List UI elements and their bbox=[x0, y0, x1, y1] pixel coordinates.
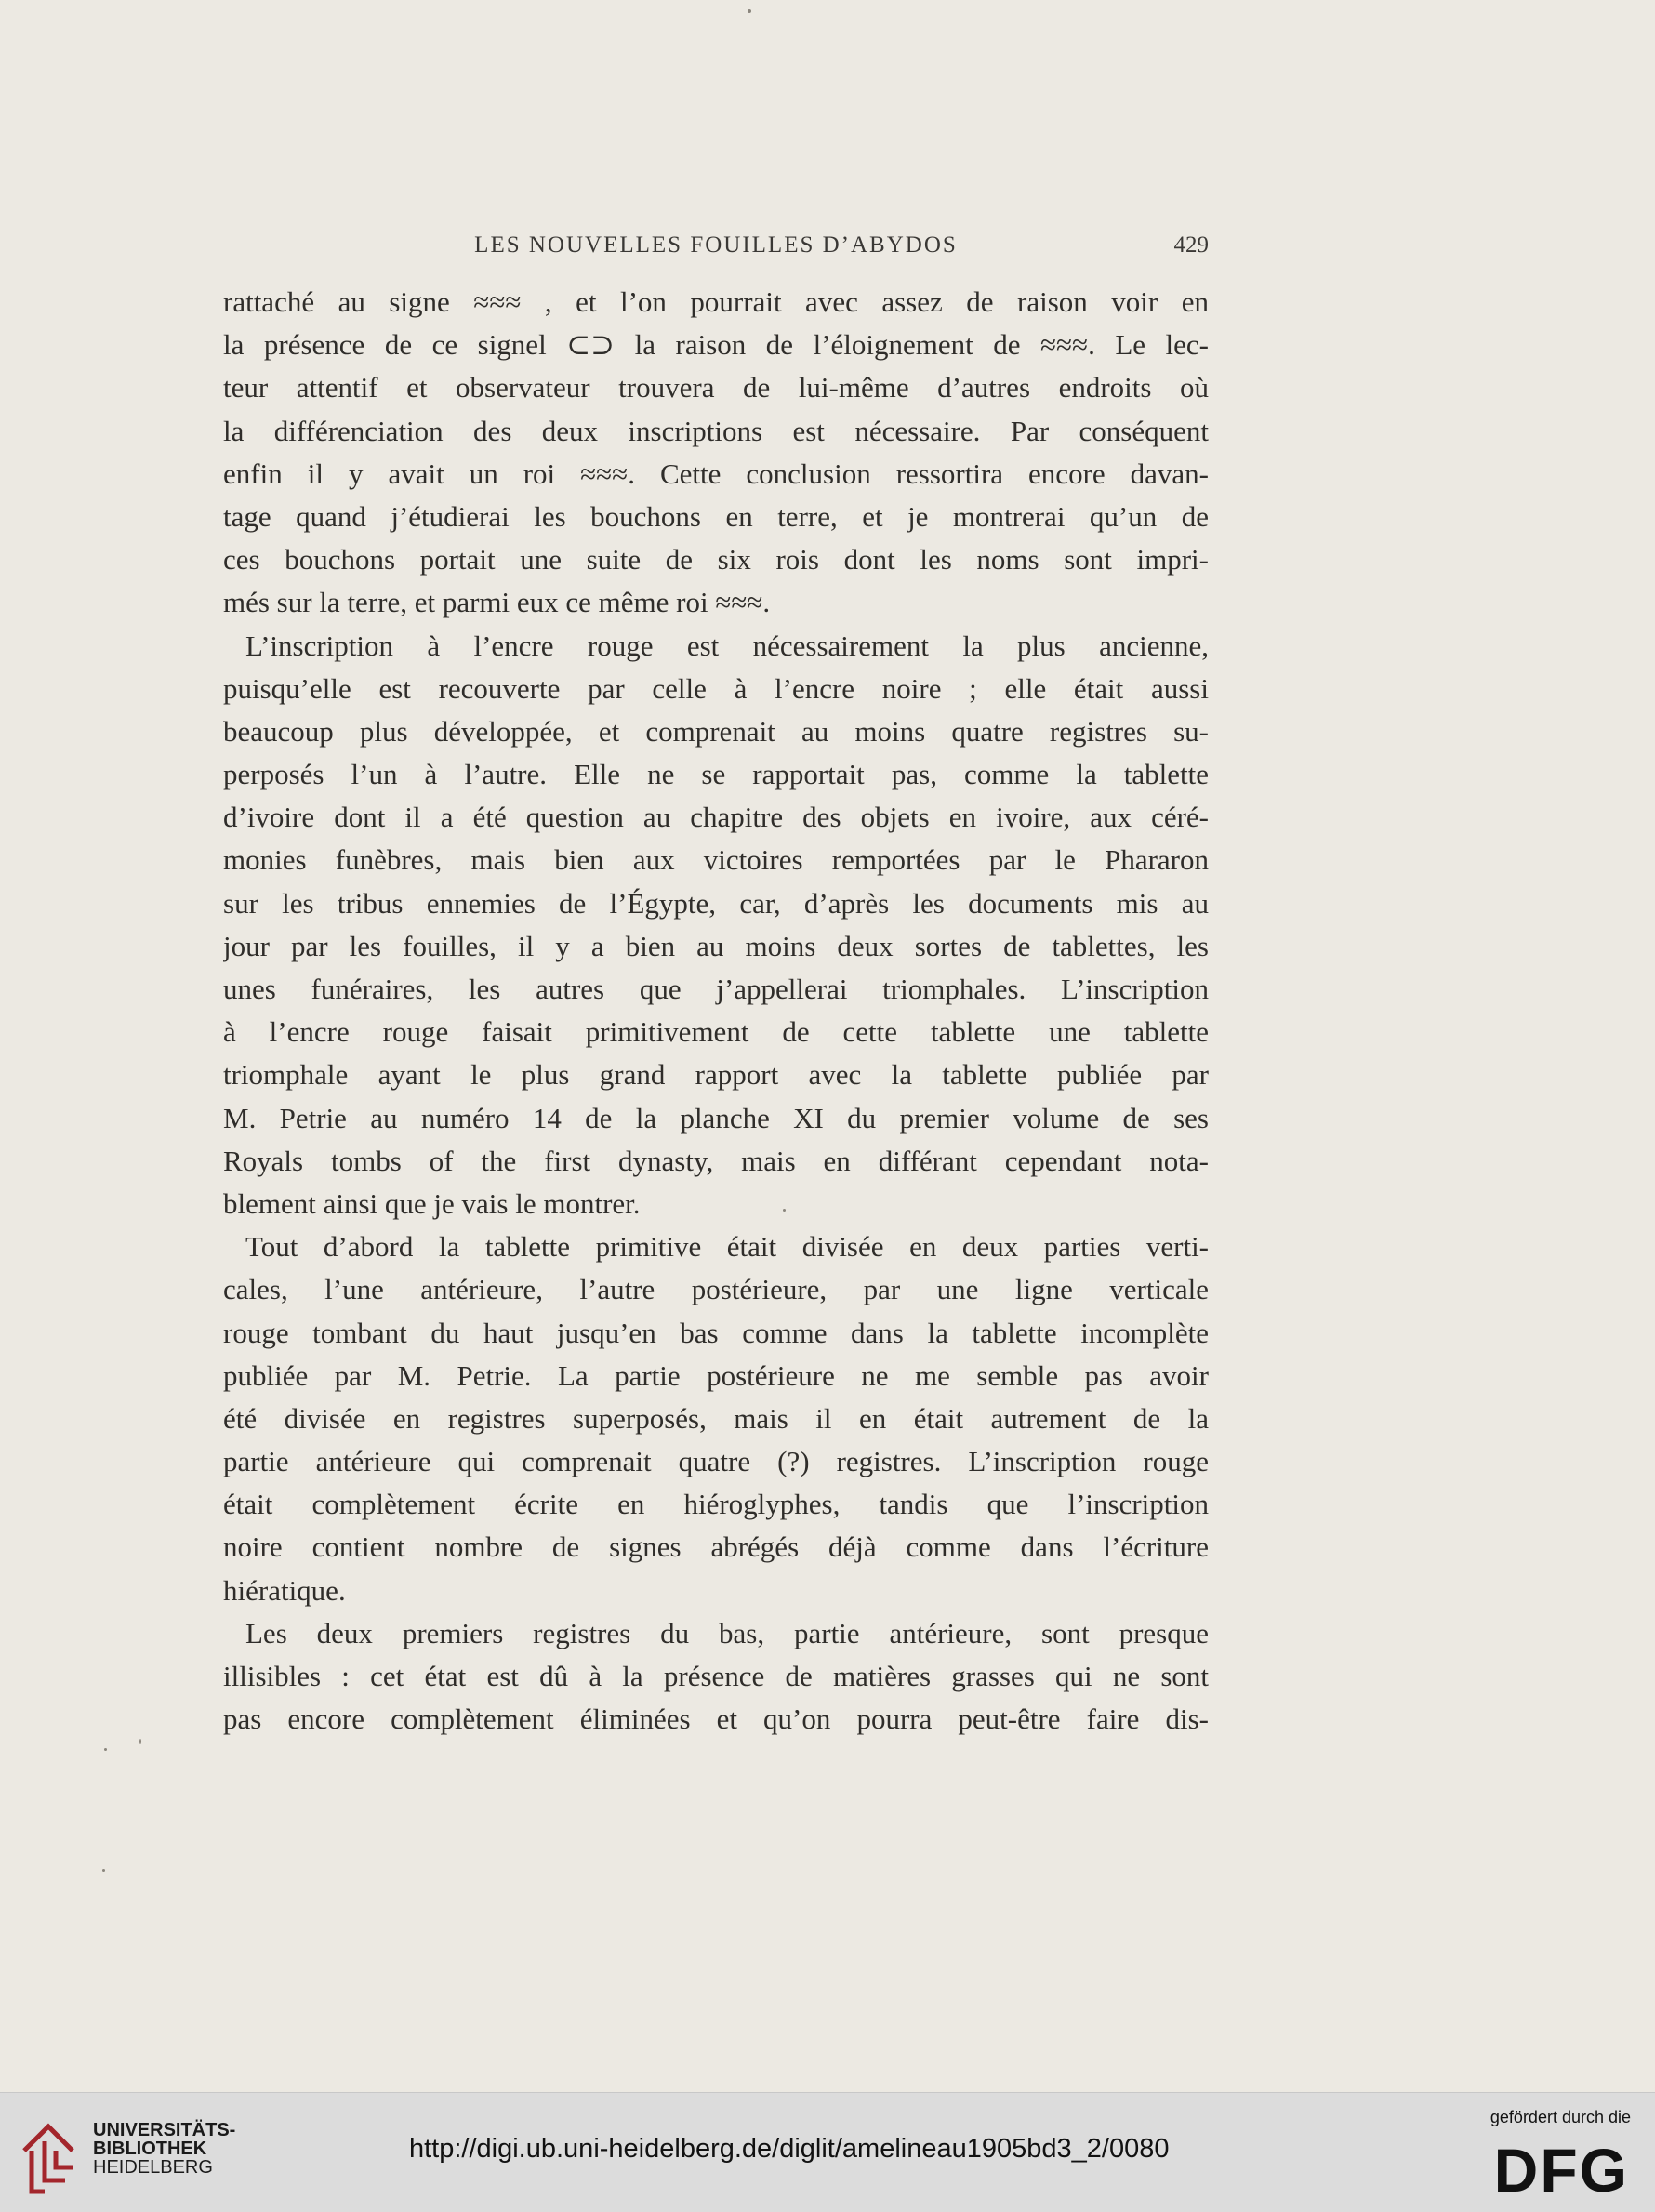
text-line: enfin il y avait un roi ≈≈≈. Cette conclusion ressortira encore davan- bbox=[223, 457, 1209, 490]
text-line: jour par les fouilles, il y a bien au moins deux sortes de tablettes, les bbox=[223, 929, 1209, 962]
text-line: teur attentif et observateur trouvera de lui-même d’autres endroits où bbox=[223, 371, 1209, 404]
text-line: beaucoup plus développée, et comprenait au moins quatre registres su- bbox=[223, 714, 1209, 748]
text-line: été divisée en registres superposés, mais il en était autrement de la bbox=[223, 1401, 1209, 1435]
text-line: était complètement écrite en hiéroglyphes, tandis que l’inscription bbox=[223, 1488, 1209, 1521]
text-line: monies funèbres, mais bien aux victoires remportées par le Phararon bbox=[223, 843, 1209, 877]
paragraph-3 bbox=[223, 1225, 1209, 1612]
paper-speck bbox=[104, 1748, 107, 1751]
text-line: illisibles : cet état est dû à la présence de matières grasses qui ne sont bbox=[223, 1660, 1209, 1692]
paper-speck bbox=[748, 9, 751, 13]
library-building-icon bbox=[17, 2113, 82, 2197]
text-line: à l’encre rouge faisait primitivement de cette tablette une tablette bbox=[223, 1015, 1209, 1049]
running-title: LES NOUVELLES FOUILLES D’ABYDOS bbox=[474, 232, 958, 258]
text-line: M. Petrie au numéro 14 de la planche XI du premier volume de ses bbox=[223, 1101, 1209, 1134]
text-line: més sur la terre, et parmi eux ce même roi ≈≈≈. bbox=[223, 586, 771, 619]
paragraph-2 bbox=[223, 625, 1209, 1226]
text-line: rattaché au signe ≈≈≈ , et l’on pourrait avec assez de raison voir en bbox=[223, 285, 1209, 318]
text-line: Les deux premiers registres du bas, partie antérieure, sont presque bbox=[245, 1616, 1209, 1649]
text-line: pas encore complètement éliminées et qu’on pourra peut-être faire dis- bbox=[223, 1702, 1209, 1736]
text-line: L’inscription à l’encre rouge est nécessairement la plus ancienne, bbox=[245, 629, 1209, 662]
text-line: hiératique. bbox=[223, 1573, 346, 1607]
text-line: ces bouchons portait une suite de six rois dont les noms sont impri- bbox=[223, 543, 1209, 576]
text-line: unes funéraires, les autres que j’appellerai triomphales. L’inscription bbox=[223, 973, 1209, 1005]
text-line: Royals tombs of the first dynasty, mais en différant cependant nota- bbox=[223, 1144, 1209, 1177]
paper-speck bbox=[139, 1739, 141, 1744]
text-line: la présence de ce signel ⊂⊃ la raison de l’éloignement de ≈≈≈. Le lec- bbox=[223, 328, 1209, 362]
library-name-line: BIBLIOTHEK bbox=[93, 2139, 207, 2159]
running-head bbox=[223, 232, 1209, 266]
digitization-footer bbox=[0, 2092, 1655, 2212]
funded-by-label: gefördert durch die bbox=[1490, 2108, 1631, 2126]
permalink-link[interactable]: http://digi.ub.uni-heidelberg.de/diglit/amelineau1905bd3_2/0080 bbox=[409, 2134, 1170, 2164]
library-name-line: UNIVERSITÄTS- bbox=[93, 2120, 236, 2140]
text-line: rouge tombant du haut jusqu’en bas comme dans la tablette incomplète bbox=[223, 1316, 1209, 1349]
library-name-line: HEIDELBERG bbox=[93, 2157, 213, 2178]
paragraph-4 bbox=[223, 1612, 1209, 1742]
text-line: triomphale ayant le plus grand rapport avec la tablette publiée par bbox=[223, 1058, 1209, 1092]
library-name bbox=[93, 2121, 235, 2177]
text-line: Tout d’abord la tablette primitive était divisée en deux parties verti- bbox=[245, 1230, 1209, 1264]
text-line: blement ainsi que je vais le montrer. bbox=[223, 1186, 641, 1220]
dfg-logo: DFG bbox=[1493, 2136, 1629, 2205]
text-line: perposés l’un à l’autre. Elle ne se rapportait pas, comme la tablette bbox=[223, 758, 1209, 791]
text-line: partie antérieure qui comprenait quatre (?) registres. L’inscription rouge bbox=[223, 1445, 1209, 1478]
text-line: sur les tribus ennemies de l’Égypte, car, d’après les documents mis au bbox=[223, 886, 1209, 920]
page-number: 429 bbox=[1173, 232, 1209, 258]
text-line: noire contient nombre de signes abrégés déjà comme dans l’écriture bbox=[223, 1530, 1209, 1564]
paper-speck bbox=[783, 1209, 786, 1212]
text-line: puisqu’elle est recouverte par celle à l’encre noire ; elle était aussi bbox=[223, 671, 1209, 705]
text-line: la différenciation des deux inscriptions est nécessaire. Par conséquent bbox=[223, 414, 1209, 447]
text-line: tage quand j’étudierai les bouchons en terre, et je montrerai qu’un de bbox=[223, 499, 1209, 533]
text-line: publiée par M. Petrie. La partie postérieure ne me semble pas avoir bbox=[223, 1358, 1209, 1392]
body-text bbox=[223, 281, 1209, 1741]
text-line: d’ivoire dont il a été question au chapitre des objets en ivoire, aux céré- bbox=[223, 801, 1209, 834]
paper-speck bbox=[102, 1869, 105, 1872]
paragraph-1 bbox=[223, 281, 1209, 625]
text-line: cales, l’une antérieure, l’autre postérieure, par une ligne verticale bbox=[223, 1273, 1209, 1306]
